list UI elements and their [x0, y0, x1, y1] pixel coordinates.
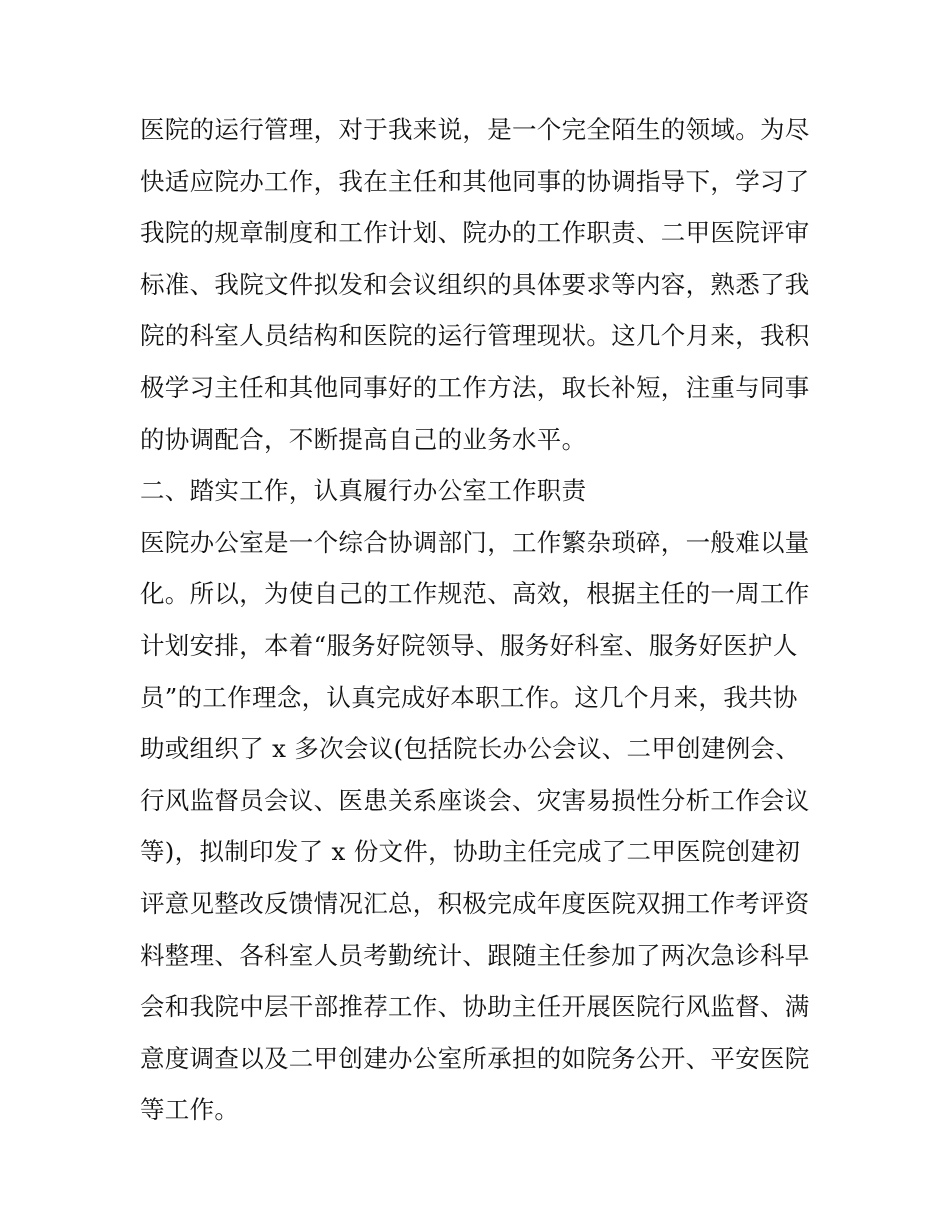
text-line: 医院的运行管理，对于我来说，是一个完全陌生的领域。为尽 [140, 115, 810, 144]
text-line: 等工作。 [140, 1095, 240, 1125]
body-text [140, 104, 820, 1136]
text-line: 意度调查以及二甲创建办公室所承担的如院务公开、平安医院 [140, 1043, 810, 1073]
text-line: 标准、我院文件拟发和会议组织的具体要求等内容，熟悉了我 [140, 269, 810, 299]
text-line: 助或组织了 x 多次会议(包括院长办公会议、二甲创建例会、 [140, 734, 801, 764]
text-line: 我院的规章制度和工作计划、院办的工作职责、二甲医院评审 [140, 218, 810, 248]
text-line: 医院办公室是一个综合协调部门，工作繁杂琐碎，一般难以量 [140, 527, 810, 557]
text-line: 评意见整改反馈情况汇总，积极完成年度医院双拥工作考评资 [140, 888, 810, 918]
text-line: 计划安排，本着“服务好院领导、服务好科室、服务好医护人 [140, 630, 798, 660]
text-line: 极学习主任和其他同事好的工作方法，取长补短，注重与同事 [140, 372, 810, 402]
text-line: 行风监督员会议、医患关系座谈会、灾害易损性分析工作会议 [140, 785, 810, 815]
text-line: 会和我院中层干部推荐工作、协助主任开展医院行风监督、满 [140, 992, 810, 1022]
section-heading: 二、踏实工作，认真履行办公室工作职责 [140, 476, 587, 506]
text-line: 快适应院办工作，我在主任和其他同事的协调指导下，学习了 [140, 166, 810, 196]
text-line: 员”的工作理念，认真完成好本职工作。这几个月来，我共协 [140, 682, 798, 712]
text-line: 院的科室人员结构和医院的运行管理现状。这几个月来，我积 [140, 321, 810, 351]
text-line: 料整理、各科室人员考勤统计、跟随主任参加了两次急诊科早 [140, 940, 810, 970]
text-line: 等)，拟制印发了 x 份文件，协助主任完成了二甲医院创建初 [140, 837, 801, 867]
text-line: 化。所以，为使自己的工作规范、高效，根据主任的一周工作 [140, 579, 810, 609]
text-line: 的协调配合，不断提高自己的业务水平。 [140, 424, 587, 454]
